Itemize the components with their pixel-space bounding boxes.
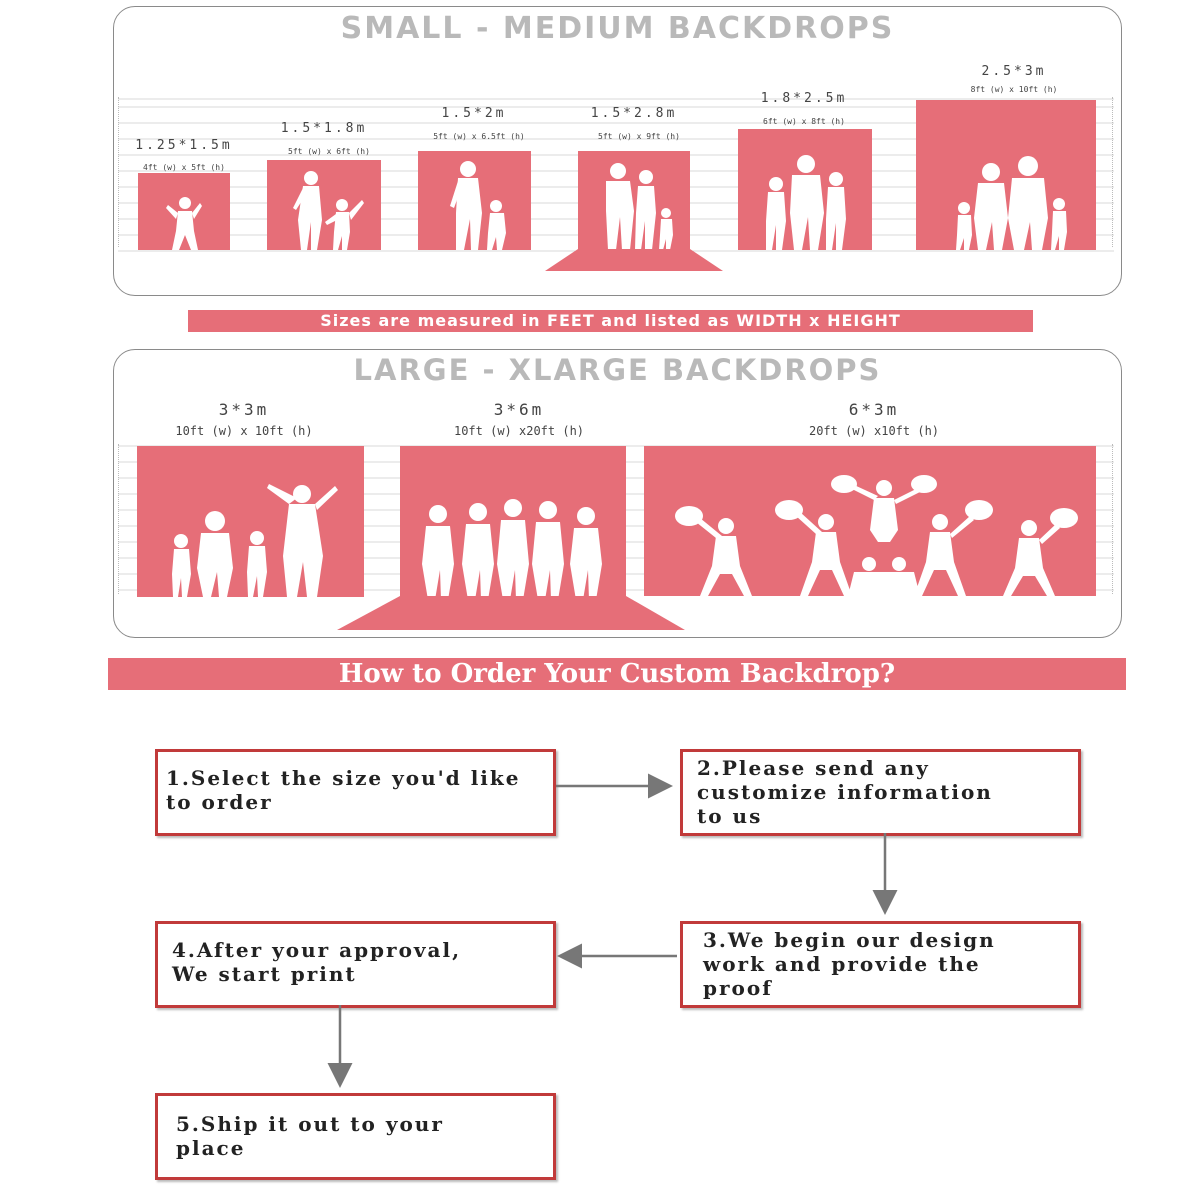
size-label-6x3: 6*3m: [848, 400, 900, 419]
dim-label-5x6: 5ft (w) x 6ft (h): [288, 147, 370, 156]
backdrop-2-5x3: [916, 100, 1096, 250]
step-2-box: [680, 749, 1081, 836]
dim-label-4x5: 4ft (w) x 5ft (h): [143, 163, 225, 172]
measure-note-text: Sizes are measured in FEET and listed as WIDTH x HEIGHT: [320, 311, 901, 330]
order-heading-banner: [108, 658, 1126, 690]
backdrop-1-8x2-5: [738, 129, 872, 250]
large-xlarge-title: LARGE - XLARGE BACKDROPS: [353, 353, 882, 387]
step-2-text: 2.Please send any customize information to us: [697, 756, 993, 828]
measure-note-banner: [188, 310, 1033, 332]
dim-label-10x20: 10ft (w) x20ft (h): [453, 424, 585, 438]
step-5-text: 5.Ship it out to your place: [176, 1112, 444, 1160]
size-label-1-5x1-8: 1.5*1.8m: [280, 121, 368, 136]
size-label-1-8x2-5: 1.8*2.5m: [760, 91, 848, 106]
step-5-box: [155, 1093, 556, 1180]
tick-marks-left: [118, 97, 125, 247]
step-4-box: [155, 921, 556, 1008]
step-3-text: 3.We begin our design work and provide the proof: [703, 928, 996, 1000]
child-silhouette: [138, 173, 230, 250]
dim-label-10x10: 10ft (w) x 10ft (h): [175, 424, 313, 438]
backdrop-1-5x2-8: [578, 151, 690, 250]
small-medium-title: SMALL - MEDIUM BACKDROPS: [340, 11, 895, 46]
small-medium-panel: [113, 6, 1122, 296]
size-label-2-5x3: 2.5*3m: [981, 64, 1047, 79]
family-silhouette: [137, 446, 364, 597]
floor-extension-1-5x2-8: [545, 249, 725, 271]
size-label-1-5x2: 1.5*2m: [441, 106, 507, 121]
backdrop-3x6: [400, 446, 626, 600]
tick-marks-right: [1106, 97, 1113, 247]
backdrop-6x3: [644, 446, 1096, 596]
backdrop-1-5x1-8: [267, 160, 381, 250]
size-label-1-5x2-8: 1.5*2.8m: [590, 106, 678, 121]
family-silhouette: [916, 100, 1096, 250]
dim-label-5x9: 5ft (w) x 9ft (h): [598, 132, 680, 141]
floor-extension-3x6: [337, 596, 687, 632]
group-silhouette: [400, 446, 626, 600]
dim-label-20x10: 20ft (w) x10ft (h): [808, 424, 940, 438]
backdrop-3x3: [137, 446, 364, 597]
dim-label-6x8: 6ft (w) x 8ft (h): [763, 117, 845, 126]
tick-marks-right: [1106, 444, 1113, 594]
family-silhouette: [738, 129, 872, 250]
family-silhouette: [578, 151, 690, 250]
dim-label-5x6-5: 5ft (w) x 6.5ft (h): [433, 132, 525, 141]
cheerleaders-silhouette: [644, 446, 1096, 596]
adult-child-silhouette: [418, 151, 531, 250]
adult-child-silhouette: [267, 160, 381, 250]
order-heading-text: How to Order Your Custom Backdrop?: [338, 659, 896, 689]
backdrop-1-25x1-5: [138, 173, 230, 250]
step-4-text: 4.After your approval, We start print: [172, 938, 462, 986]
tick-marks-left: [118, 444, 125, 594]
size-label-3x6: 3*6m: [493, 400, 545, 419]
backdrop-1-5x2: [418, 151, 531, 250]
step-1-box: [155, 749, 556, 836]
step-1-text: 1.Select the size you'd like to order: [166, 766, 521, 814]
step-3-box: [680, 921, 1081, 1008]
size-label-3x3: 3*3m: [218, 400, 270, 419]
size-label-1-25x1-5: 1.25*1.5m: [135, 138, 233, 153]
dim-label-8x10: 8ft (w) x 10ft (h): [970, 85, 1058, 94]
large-xlarge-panel: [113, 349, 1122, 638]
